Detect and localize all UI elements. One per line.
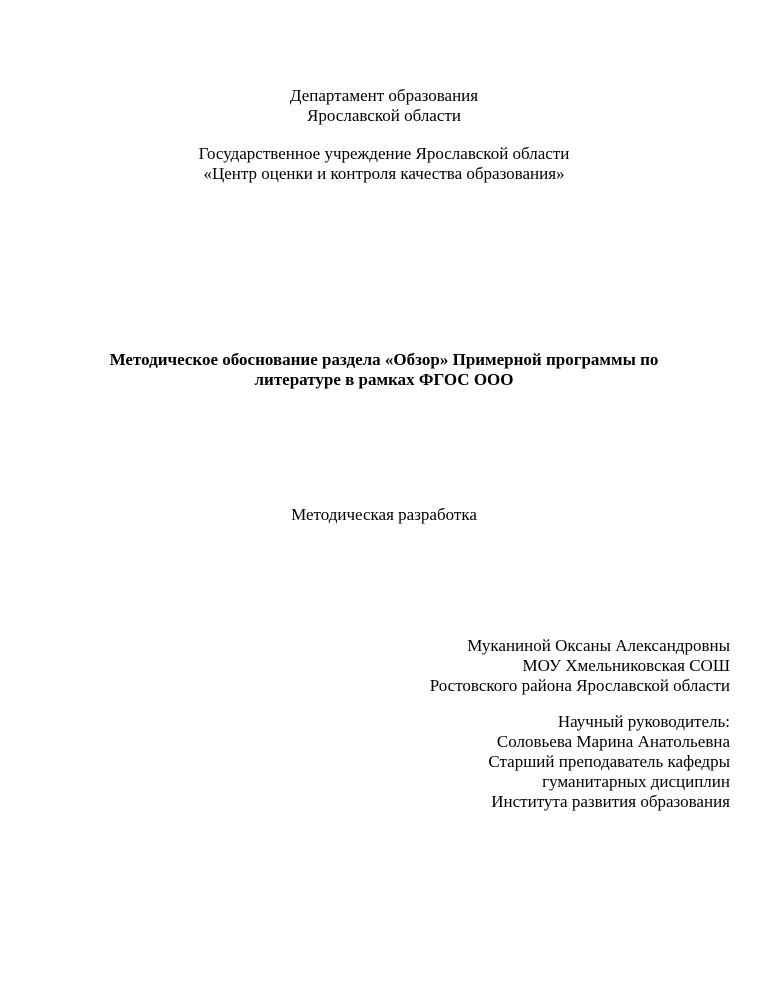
department-name-line1: Департамент образования [289, 86, 479, 105]
document-type: Методическая разработка [291, 505, 477, 524]
supervisor-name: Соловьева Марина Анатольевна [496, 732, 730, 751]
department-name-line2: Ярославской области [307, 106, 461, 125]
supervisor-institute: Института развития образования [491, 792, 730, 811]
document-title-line2: литературе в рамках ФГОС ООО [254, 370, 514, 389]
institution-name-line2: «Центр оценки и контроля качества образования» [203, 164, 565, 183]
supervisor-position: Старший преподаватель кафедры [488, 752, 730, 771]
author-name: Муканиной Оксаны Александровны [467, 636, 730, 655]
author-school: МОУ Хмельниковская СОШ [522, 656, 730, 675]
author-district: Ростовского района Ярославской области [429, 676, 730, 695]
supervisor-department: гуманитарных дисциплин [542, 772, 730, 791]
supervisor-label: Научный руководитель: [557, 712, 730, 731]
institution-name-line1: Государственное учреждение Ярославской области [198, 144, 570, 163]
document-title-line1: Методическое обоснование раздела «Обзор» Примерной программы по [109, 350, 659, 369]
